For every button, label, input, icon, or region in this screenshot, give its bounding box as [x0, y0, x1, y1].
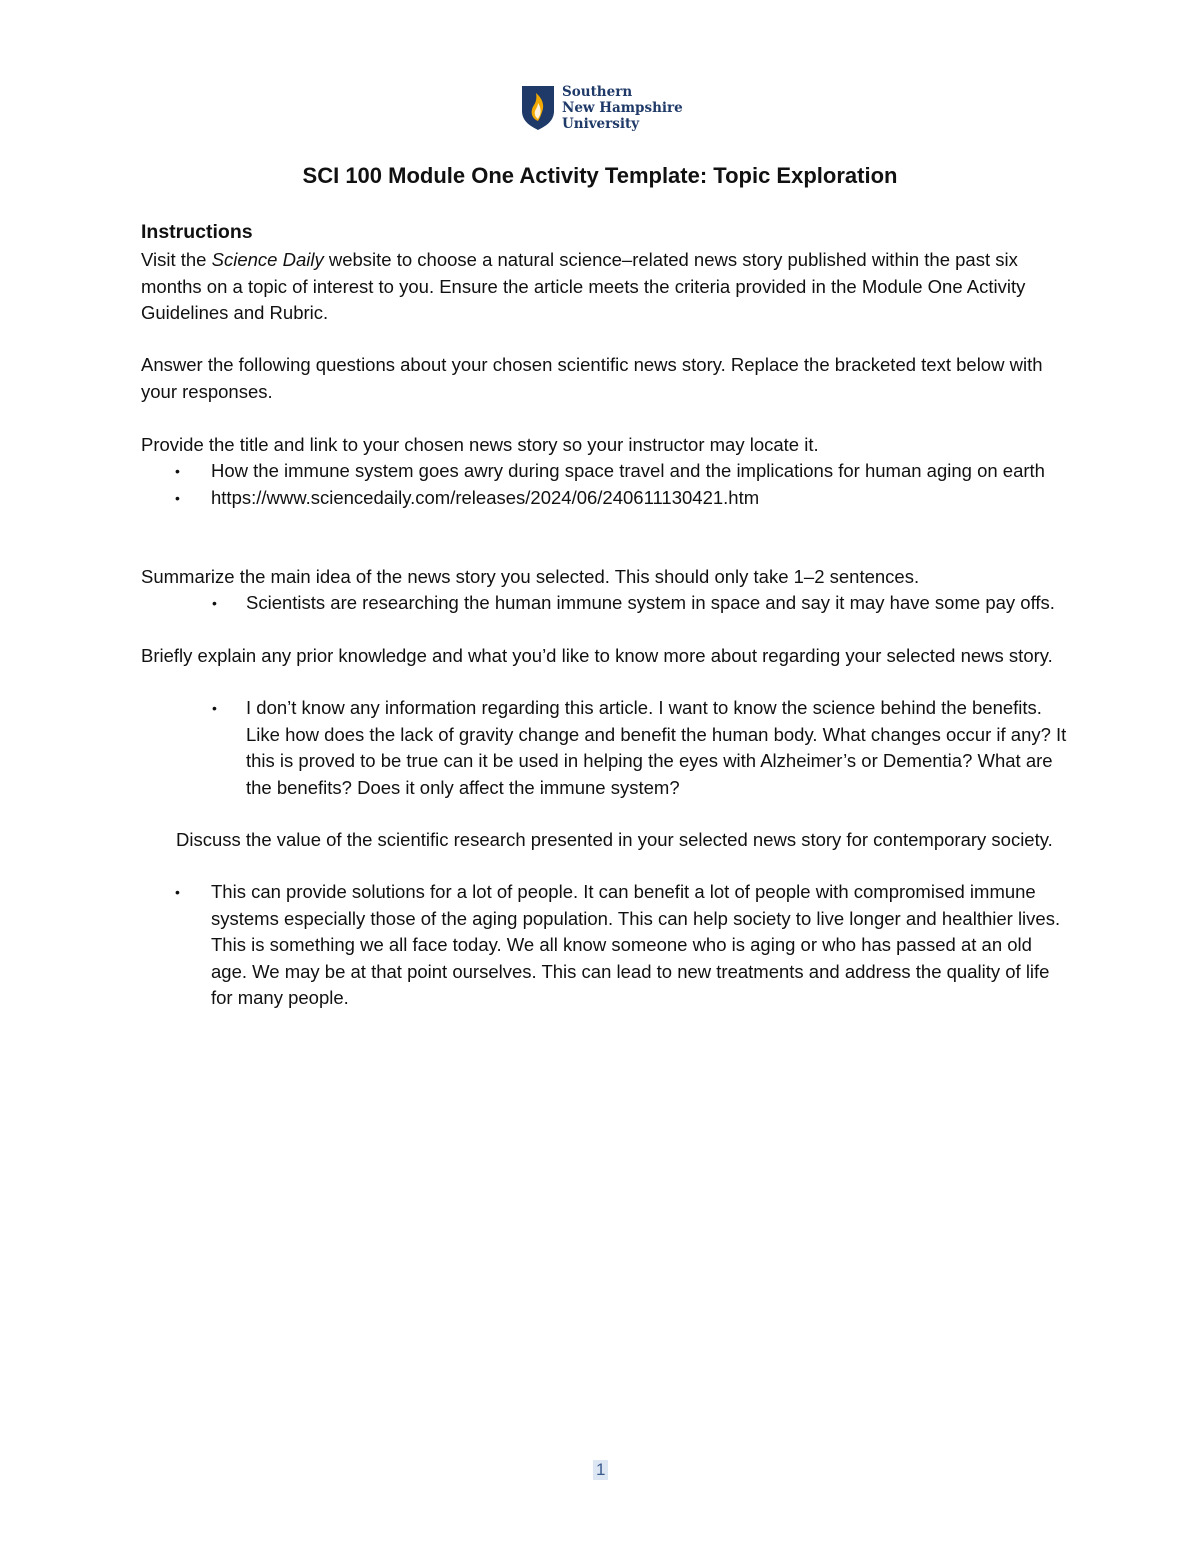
- question-1-prompt: Provide the title and link to your chosen news story so your instructor may locate it.: [141, 434, 819, 455]
- logo-line-3: University: [562, 116, 640, 132]
- bullet-icon: •: [212, 595, 217, 611]
- list-item: [212, 590, 1071, 617]
- answer-value: This can provide solutions for a lot of people. It can benefit a lot of people with compromised immune systems especially those of the aging population. This can help society to live longer and healthier lives. This is something we all face today. We all know someone who is aging or who has passed at an old age. We may be at that point ourselves. This can lead to new treatments and address the quality of life for many people.: [211, 881, 1061, 1008]
- bullet-icon: •: [175, 463, 180, 479]
- instr-text-2: website to choose a natural science–related news story published within the past six months on a topic of interest to you. Ensure the article meets the criteria provided in the Module One Activity Guidelines and Rubric.: [141, 249, 1026, 323]
- question-3-prompt: Briefly explain any prior knowledge and what you’d like to know more about regarding your selected news story.: [141, 645, 1053, 666]
- question-3-answers: [212, 695, 1071, 801]
- bullet-icon: •: [212, 700, 217, 716]
- logo-line-2: New Hampshire: [562, 100, 683, 116]
- answer-title: How the immune system goes awry during space travel and the implications for human aging on earth: [211, 460, 1045, 481]
- question-4-prompt: Discuss the value of the scientific research presented in your selected news story for contemporary society.: [176, 829, 1053, 850]
- page-number: 1: [593, 1460, 608, 1480]
- question-2-prompt: Summarize the main idea of the news story you selected. This should only take 1–2 sentences.: [141, 566, 920, 587]
- question-1-answers: [175, 458, 1071, 511]
- instructions-heading-text: Instructions: [141, 221, 253, 243]
- answer-link: https://www.sciencedaily.com/releases/2024/06/240611130421.htm: [211, 486, 760, 508]
- bullet-icon: •: [175, 489, 180, 506]
- question-2-answers: [212, 590, 1071, 617]
- science-daily-name: Science Daily: [211, 249, 324, 270]
- answer-prior-knowledge: I don’t know any information regarding this article. I want to know the science behind the benefits. Like how does the lack of gravity change and benefit the human body. What changes occur if any? It this is proved to be true can it be used in helping the eyes with Alzheimer’s or Dementia? What are the benefits? Does it only affect the immune system?: [246, 697, 1067, 798]
- logo-wordmark: [562, 84, 683, 132]
- question-4-answers: [175, 879, 1071, 1012]
- list-item: [212, 695, 1071, 801]
- university-logo: [521, 84, 683, 132]
- list-item: [175, 458, 1071, 485]
- bullet-icon: •: [175, 884, 180, 900]
- list-item: [175, 879, 1071, 1012]
- list-item: [175, 485, 1071, 512]
- instructions-paragraph-1: [141, 247, 1071, 327]
- document-title: SCI 100 Module One Activity Template: Topic Exploration: [302, 163, 898, 188]
- logo-line-1: Southern: [562, 84, 633, 100]
- instructions-paragraph-2: Answer the following questions about your chosen scientific news story. Replace the bracketed text below with your responses.: [141, 354, 1043, 402]
- flame-shield-icon: [521, 85, 555, 131]
- answer-summary: Scientists are researching the human immune system in space and say it may have some pay offs.: [246, 592, 1055, 613]
- instructions-heading: [141, 219, 1071, 246]
- instr-text-1: Visit the: [141, 249, 212, 270]
